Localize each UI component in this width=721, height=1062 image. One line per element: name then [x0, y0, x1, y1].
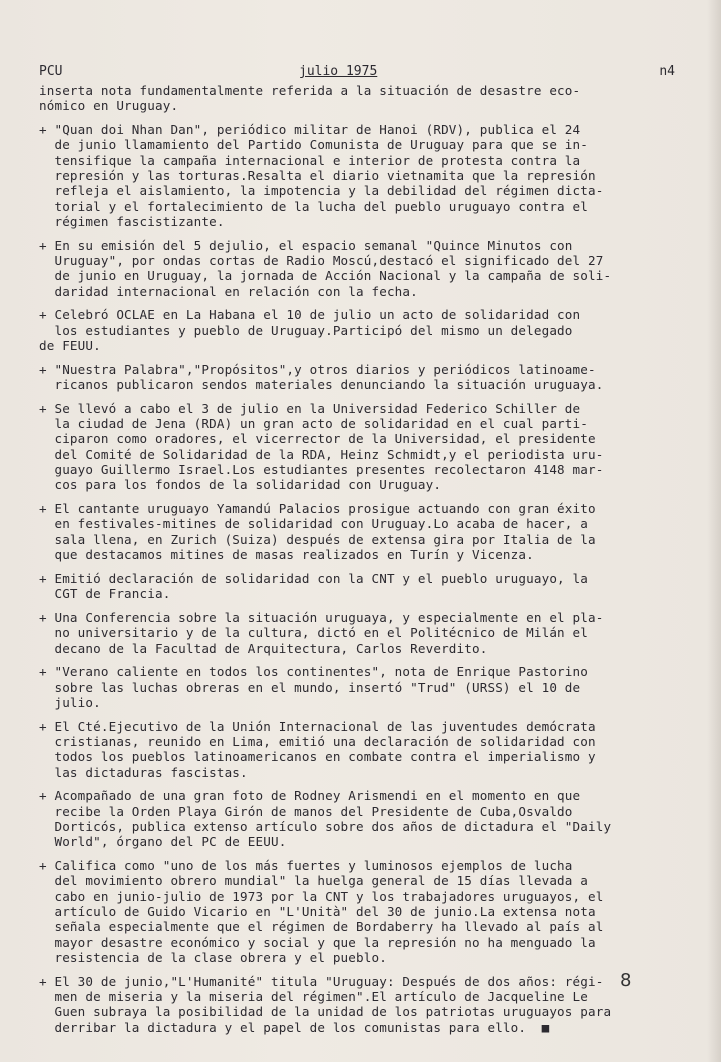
text-line: cos para los fondos de la solidaridad con Uruguay.: [39, 477, 442, 493]
text-line: Dorticós, publica extenso artículo sobre dos años de dictadura el "Daily: [39, 818, 612, 834]
news-item: [39, 788, 677, 849]
news-item: [39, 501, 677, 562]
news-body: [39, 83, 677, 1043]
text-line: + "Nuestra Palabra","Propósitos",y otros diarios y periódicos latinoame-: [39, 361, 596, 377]
text-line: + En su emisión del 5 dejulio, el espacio semanal "Quince Minutos con: [39, 237, 573, 253]
text-line: + El 30 de junio,"L'Humanité" titula "Uruguay: Después de dos años: régi-: [39, 973, 604, 989]
news-item: [39, 719, 677, 780]
news-item: [39, 664, 677, 710]
news-item: [39, 610, 677, 656]
text-line: + "Quan doi Nhan Dan", periódico militar de Hanoi (RDV), publica el 24: [39, 122, 581, 138]
text-line: sobre las luchas obreras en el mundo, insertó "Trud" (URSS) el 10 de: [39, 679, 581, 695]
text-line: inserta nota fundamentalmente referida a la situación de desastre eco-: [39, 83, 581, 98]
text-line: nómico en Uruguay.: [39, 98, 179, 114]
text-line: tensifique la campaña internacional e interior de protesta contra la: [39, 152, 581, 168]
text-line: + Emitió declaración de solidaridad con la CNT y el pueblo uruguayo, la: [39, 570, 588, 586]
text-line: julio.: [39, 694, 101, 710]
text-line: los estudiantes y pueblo de Uruguay.Participó del mismo un delegado: [39, 322, 573, 338]
news-item: [39, 238, 677, 299]
header-issue-number: n4: [659, 64, 675, 79]
text-line: torial y el fortalecimiento de la lucha del pueblo uruguayo contra el: [39, 198, 588, 214]
text-line: del movimiento obrero mundial" la huelga general de 15 días llevada a: [39, 873, 588, 889]
text-line: + Se llevó a cabo el 3 de julio en la Universidad Federico Schiller de: [39, 400, 581, 416]
text-line: cabo en junio-julio de 1973 por la CNT y los trabajadores uruguayos, el: [39, 888, 604, 904]
text-line: men de miseria y la miseria del régimen".El artículo de Jacqueline Le: [39, 988, 588, 1004]
text-line: represión y las torturas.Resalta el diario vietnamita que la represión: [39, 167, 596, 183]
header-date: julio 1975: [299, 64, 378, 79]
text-line: Guen subraya la posibilidad de la unidad de los patriotas uruguayos para: [39, 1004, 612, 1020]
text-line: Uruguay", por ondas cortas de Radio Moscú,destacó el significado del 27: [39, 252, 604, 268]
news-item: [39, 858, 677, 965]
news-item: [39, 122, 677, 229]
text-line: + El Cté.Ejecutivo de la Unión Internacional de las juventudes demócrata: [39, 718, 596, 734]
text-line: + Acompañado de una gran foto de Rodney Arismendi en el momento en que: [39, 788, 581, 804]
text-line: de junio en Uruguay, la jornada de Acción Nacional y la campaña de soli-: [39, 268, 612, 284]
header-publication: PCU: [39, 64, 63, 79]
text-line: + "Verano caliente en todos los continentes", nota de Enrique Pastorino: [39, 664, 588, 680]
text-line: + Una Conferencia sobre la situación uruguaya, y especialmente en el pla-: [39, 609, 604, 625]
news-item: [39, 571, 677, 602]
news-item: [39, 83, 677, 114]
page-header: [39, 64, 675, 82]
text-line: guayo Guillermo Israel.Los estudiantes presentes recolectaron 4148 mar-: [39, 462, 604, 478]
text-line: ciparon como oradores, el vicerrector de la Universidad, el presidente: [39, 431, 596, 447]
text-line: + El cantante uruguayo Yamandú Palacios prosigue actuando con gran éxito: [39, 501, 596, 517]
news-item: [39, 401, 677, 493]
text-line: todos los pueblos latinoamericanos en combate contra el imperialismo y: [39, 749, 596, 765]
text-line: artículo de Guido Vicario en "L'Unità" del 30 de junio.La extensa nota: [39, 903, 596, 919]
text-line: derribar la dictadura y el papel de los comunistas para ello. ■: [39, 1019, 550, 1035]
text-line: las dictaduras fascistas.: [39, 764, 248, 780]
text-line: no universitario y de la cultura, dictó en el Politécnico de Milán el: [39, 625, 588, 641]
text-line: refleja el aislamiento, la impotencia y la debilidad del régimen dicta-: [39, 183, 604, 199]
text-line: señala especialmente que el régimen de Bordaberry ha llevado al país al: [39, 919, 604, 935]
text-line: mayor desastre económico y social y que la represión no ha menguado la: [39, 934, 596, 950]
text-line: World", órgano del PC de EEUU.: [39, 834, 287, 850]
text-line: de FEUU.: [39, 337, 101, 353]
text-line: ricanos publicaron sendos materiales denunciando la situación uruguaya.: [39, 377, 604, 393]
text-line: en festivales-mitines de solidaridad con Uruguay.Lo acaba de hacer, a: [39, 516, 588, 532]
text-line: régimen fascistizante.: [39, 213, 225, 229]
text-line: decano de la Facultad de Arquitectura, Carlos Reverdito.: [39, 640, 488, 656]
text-line: sala llena, en Zurich (Suiza) después de extensa gira por Italia de la: [39, 531, 596, 547]
text-line: la ciudad de Jena (RDA) un gran acto de solidaridad en el cual parti-: [39, 416, 588, 432]
text-line: resistencia de la clase obrera y el pueblo.: [39, 949, 387, 965]
text-line: del Comité de Solidaridad de la RDA, Heinz Schmidt,y el periodista uru-: [39, 446, 604, 462]
text-line: + Califica como "uno de los más fuertes y luminosos ejemplos de lucha: [39, 858, 573, 874]
text-line: que destacamos mitines de masas realizados en Turín y Vicenza.: [39, 547, 534, 563]
page-edge-shadow: [707, 0, 721, 1062]
news-item: [39, 362, 677, 393]
text-line: daridad internacional en relación con la fecha.: [39, 283, 418, 299]
text-line: de junio llamamiento del Partido Comunista de Uruguay para que se in-: [39, 137, 588, 153]
text-line: recibe la Orden Playa Girón de manos del Presidente de Cuba,Osvaldo: [39, 803, 573, 819]
text-line: + Celebró OCLAE en La Habana el 10 de julio un acto de solidaridad con: [39, 307, 581, 323]
page-number: 8: [620, 970, 632, 991]
news-item: [39, 307, 677, 353]
text-line: CGT de Francia.: [39, 586, 171, 602]
text-line: cristianas, reunido en Lima, emitió una declaración de solidaridad con: [39, 733, 596, 749]
news-item: [39, 974, 677, 1035]
